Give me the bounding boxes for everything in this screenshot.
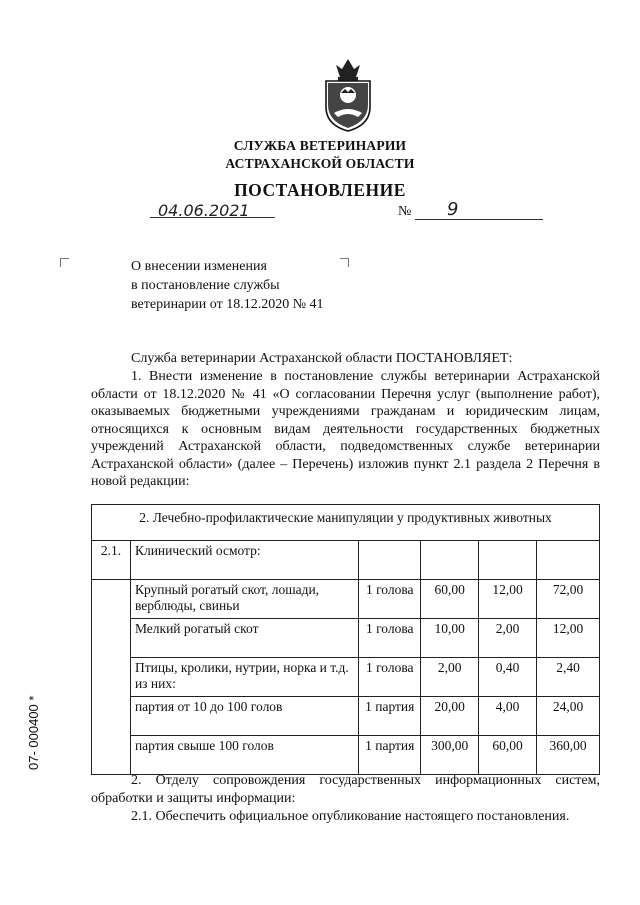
service-name: Крупный рогатый скот, лошади, верблюды, свиньи	[130, 580, 358, 619]
subject-line1: О внесении изменения	[131, 259, 267, 274]
resolution-item-2-1: 2.1. Обеспечить официальное опубликование настоящего постановления.	[131, 809, 570, 824]
service-name: Мелкий рогатый скот	[130, 619, 358, 658]
row-title: Клинический осмотр:	[130, 541, 358, 580]
service-name: партия свыше 100 голов	[130, 736, 358, 775]
table-row	[92, 541, 600, 580]
right-corner-mark	[340, 258, 349, 267]
service-vat: 4,00	[479, 697, 537, 736]
service-unit: 1 партия	[359, 697, 421, 736]
price-table	[91, 504, 600, 775]
number-label: №	[398, 204, 412, 219]
table-row	[92, 580, 600, 619]
service-vat: 0,40	[479, 658, 537, 697]
service-total: 12,00	[537, 619, 600, 658]
service-price: 10,00	[421, 619, 479, 658]
service-unit: 1 партия	[359, 736, 421, 775]
document-type-title: ПОСТАНОВЛЕНИЕ	[234, 180, 406, 200]
service-price: 300,00	[421, 736, 479, 775]
service-total: 72,00	[537, 580, 600, 619]
table-row	[92, 658, 600, 697]
table-section-header: 2. Лечебно-профилактические манипуляции у продуктивных животных	[92, 505, 600, 541]
subject-line2: в постановление службы	[131, 278, 280, 293]
service-vat: 12,00	[479, 580, 537, 619]
service-vat: 2,00	[479, 619, 537, 658]
document-date: 04.06.2021	[158, 201, 250, 220]
side-registration-stamp: 07- 000400 *	[26, 695, 41, 770]
service-unit: 1 голова	[359, 619, 421, 658]
row-number: 2.1.	[92, 541, 131, 580]
resolution-item-2: 2. Отделу сопровождения государственных информационных систем, обработки и защиты информации:	[91, 773, 600, 806]
service-price: 60,00	[421, 580, 479, 619]
service-total: 2,40	[537, 658, 600, 697]
table-section-header-row	[92, 505, 600, 541]
table-row	[92, 697, 600, 736]
resolution-item-1: 1. Внести изменение в постановление службы ветеринарии Астраханской области от 18.12.2020 № 41 «О согласовании Перечня услуг (выполнение работ), оказываемых бюджетными учреждениями гражданам и юридическим лицам, относящихся к основным видам деятельности государственных бюджетных учреждений Астраханской области, подведомственных службе ветеринарии Астраханской области» (далее – Перечень) изложив пункт 2.1 раздела 2 Перечня в новой редакции:	[91, 369, 600, 489]
subject-line3: ветеринарии от 18.12.2020 № 41	[131, 297, 324, 312]
service-price: 2,00	[421, 658, 479, 697]
service-name: Птицы, кролики, нутрии, норка и т.д. из них:	[130, 658, 358, 697]
number-underline	[415, 219, 543, 220]
service-unit: 1 голова	[359, 580, 421, 619]
service-vat: 60,00	[479, 736, 537, 775]
coat-of-arms-emblem	[318, 55, 378, 133]
service-name: партия от 10 до 100 голов	[130, 697, 358, 736]
date-underline	[150, 217, 275, 218]
service-price: 20,00	[421, 697, 479, 736]
organization-name-line2: АСТРАХАНСКОЙ ОБЛАСТИ	[225, 156, 415, 171]
service-unit: 1 голова	[359, 658, 421, 697]
organization-name-line1: СЛУЖБА ВЕТЕРИНАРИИ	[233, 138, 407, 153]
table-row	[92, 619, 600, 658]
left-corner-mark	[60, 258, 69, 267]
document-subject	[131, 257, 324, 314]
service-total: 360,00	[537, 736, 600, 775]
service-total: 24,00	[537, 697, 600, 736]
resolution-intro: Служба ветеринарии Астраханской области ПОСТАНОВЛЯЕТ:	[131, 351, 513, 366]
table-row	[92, 736, 600, 775]
document-number: 9	[447, 199, 459, 220]
